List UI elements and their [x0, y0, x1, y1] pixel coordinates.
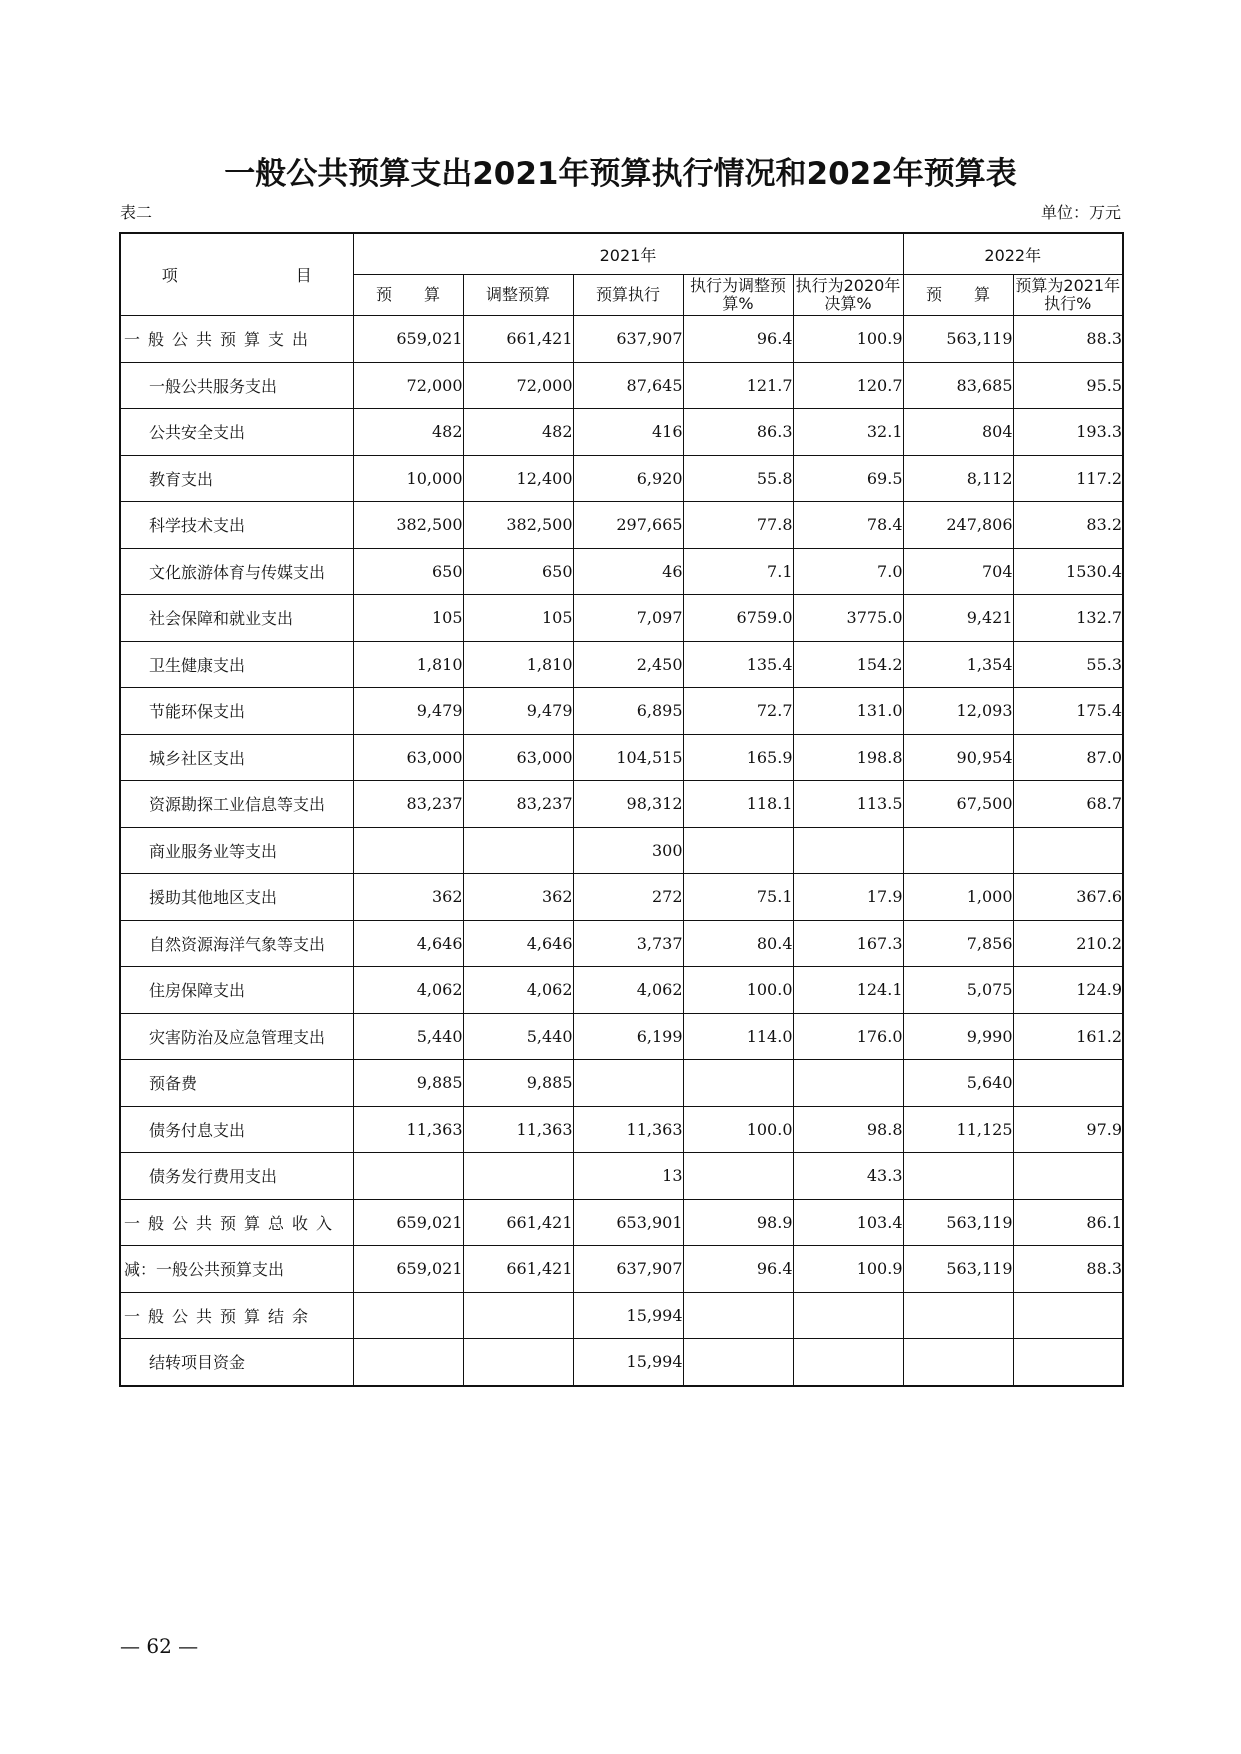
- table-row: [120, 1199, 1123, 1246]
- row-label: 卫生健康支出: [120, 641, 353, 688]
- table-cell: 75.1: [683, 874, 793, 921]
- table-cell: 193.3: [1013, 409, 1123, 456]
- table-cell: 100.0: [683, 1106, 793, 1153]
- table-cell: 247,806: [903, 502, 1013, 549]
- table-cell: 4,646: [353, 920, 463, 967]
- row-label: 社会保障和就业支出: [120, 595, 353, 642]
- table-cell: 4,062: [463, 967, 573, 1014]
- table-cell: 87.0: [1013, 734, 1123, 781]
- table-cell: 661,421: [463, 1199, 573, 1246]
- table-cell: 416: [573, 409, 683, 456]
- table-cell: 88.3: [1013, 1246, 1123, 1293]
- unit-label: 单位：万元: [1040, 203, 1121, 222]
- table-cell: 7,097: [573, 595, 683, 642]
- header-year-2022: 2022年: [903, 233, 1123, 275]
- table-cell: 1,810: [353, 641, 463, 688]
- row-label: 科学技术支出: [120, 502, 353, 549]
- table-cell: 11,125: [903, 1106, 1013, 1153]
- table-cell: 87,645: [573, 362, 683, 409]
- table-cell: 103.4: [793, 1199, 903, 1246]
- table-cell: 5,440: [353, 1013, 463, 1060]
- table-cell: 9,990: [903, 1013, 1013, 1060]
- header-col-execution: 预算执行: [573, 275, 683, 316]
- table-cell: [353, 1339, 463, 1386]
- table-cell: 118.1: [683, 781, 793, 828]
- table-cell: 83,237: [353, 781, 463, 828]
- table-cell: 272: [573, 874, 683, 921]
- table-cell: 15,994: [573, 1339, 683, 1386]
- table-cell: [793, 1339, 903, 1386]
- table-cell: 55.8: [683, 455, 793, 502]
- table-cell: 100.9: [793, 1246, 903, 1293]
- table-cell: 124.1: [793, 967, 903, 1014]
- table-cell: 63,000: [353, 734, 463, 781]
- row-label: 商业服务业等支出: [120, 827, 353, 874]
- table-cell: [903, 1153, 1013, 1200]
- table-cell: [903, 1339, 1013, 1386]
- table-cell: 12,400: [463, 455, 573, 502]
- table-cell: 650: [463, 548, 573, 595]
- row-label: 结转项目资金: [120, 1339, 353, 1386]
- row-label: 预备费: [120, 1060, 353, 1107]
- table-cell: [353, 827, 463, 874]
- table-cell: 9,479: [463, 688, 573, 735]
- table-cell: 43.3: [793, 1153, 903, 1200]
- table-row: [120, 502, 1123, 549]
- header-col-adjusted-budget: 调整预算: [463, 275, 573, 316]
- table-cell: 175.4: [1013, 688, 1123, 735]
- table-cell: 659,021: [353, 1246, 463, 1293]
- table-cell: 210.2: [1013, 920, 1123, 967]
- table-cell: 67,500: [903, 781, 1013, 828]
- table-cell: 9,479: [353, 688, 463, 735]
- table-cell: 154.2: [793, 641, 903, 688]
- table-cell: 131.0: [793, 688, 903, 735]
- table-cell: 72.7: [683, 688, 793, 735]
- table-cell: 8,112: [903, 455, 1013, 502]
- table-cell: 1,000: [903, 874, 1013, 921]
- table-cell: 96.4: [683, 316, 793, 363]
- row-label: 教育支出: [120, 455, 353, 502]
- table-cell: 10,000: [353, 455, 463, 502]
- table-cell: 135.4: [683, 641, 793, 688]
- row-label: 文化旅游体育与传媒支出: [120, 548, 353, 595]
- row-label: 住房保障支出: [120, 967, 353, 1014]
- table-cell: [353, 1292, 463, 1339]
- table-cell: [903, 1292, 1013, 1339]
- table-cell: 80.4: [683, 920, 793, 967]
- table-cell: 90,954: [903, 734, 1013, 781]
- table-cell: 563,119: [903, 1246, 1013, 1293]
- table-cell: 72,000: [353, 362, 463, 409]
- table-cell: 637,907: [573, 316, 683, 363]
- row-label: 一般公共预算支出: [120, 316, 353, 363]
- row-label: 资源勘探工业信息等支出: [120, 781, 353, 828]
- table-cell: 88.3: [1013, 316, 1123, 363]
- table-cell: 6,920: [573, 455, 683, 502]
- table-cell: 5,075: [903, 967, 1013, 1014]
- table-row: [120, 548, 1123, 595]
- row-label: 债务发行费用支出: [120, 1153, 353, 1200]
- table-cell: 482: [463, 409, 573, 456]
- table-cell: 362: [463, 874, 573, 921]
- table-cell: 804: [903, 409, 1013, 456]
- table-cell: [793, 1060, 903, 1107]
- table-cell: [1013, 1339, 1123, 1386]
- header-item-label: 项 目: [161, 266, 312, 285]
- header-item: [120, 233, 353, 316]
- table-cell: [463, 1292, 573, 1339]
- table-cell: 6759.0: [683, 595, 793, 642]
- table-cell: 1,810: [463, 641, 573, 688]
- table-cell: 15,994: [573, 1292, 683, 1339]
- table-cell: 165.9: [683, 734, 793, 781]
- header-col-budget-2022: 预 算: [903, 275, 1013, 316]
- table-cell: [683, 1153, 793, 1200]
- table-row: [120, 409, 1123, 456]
- budget-table: [119, 232, 1124, 1387]
- table-cell: 105: [463, 595, 573, 642]
- table-number: 表二: [120, 203, 153, 222]
- table-cell: 121.7: [683, 362, 793, 409]
- table-cell: 5,440: [463, 1013, 573, 1060]
- table-cell: 7.0: [793, 548, 903, 595]
- table-row: [120, 316, 1123, 363]
- table-cell: 32.1: [793, 409, 903, 456]
- row-label: 一般公共预算总收入: [120, 1199, 353, 1246]
- row-label: 援助其他地区支出: [120, 874, 353, 921]
- table-row: [120, 734, 1123, 781]
- table-cell: 297,665: [573, 502, 683, 549]
- table-cell: 11,363: [463, 1106, 573, 1153]
- row-label: 灾害防治及应急管理支出: [120, 1013, 353, 1060]
- table-cell: 100.0: [683, 967, 793, 1014]
- table-cell: [573, 1060, 683, 1107]
- table-cell: [683, 1292, 793, 1339]
- table-cell: [463, 827, 573, 874]
- row-label: 债务付息支出: [120, 1106, 353, 1153]
- table-cell: 362: [353, 874, 463, 921]
- table-cell: [903, 827, 1013, 874]
- row-label: 节能环保支出: [120, 688, 353, 735]
- table-row: [120, 688, 1123, 735]
- table-cell: 113.5: [793, 781, 903, 828]
- table-cell: 86.1: [1013, 1199, 1123, 1246]
- table-cell: 4,646: [463, 920, 573, 967]
- table-cell: 96.4: [683, 1246, 793, 1293]
- table-cell: 1,354: [903, 641, 1013, 688]
- page-number: — 62 —: [120, 1634, 199, 1658]
- table-cell: 563,119: [903, 316, 1013, 363]
- table-cell: 2,450: [573, 641, 683, 688]
- table-cell: 77.8: [683, 502, 793, 549]
- table-cell: [1013, 1060, 1123, 1107]
- table-cell: 124.9: [1013, 967, 1123, 1014]
- table-cell: 11,363: [353, 1106, 463, 1153]
- table-row: [120, 827, 1123, 874]
- table-cell: 161.2: [1013, 1013, 1123, 1060]
- table-row: [120, 641, 1123, 688]
- table-cell: 105: [353, 595, 463, 642]
- table-row: [120, 874, 1123, 921]
- table-cell: 382,500: [353, 502, 463, 549]
- table-cell: 55.3: [1013, 641, 1123, 688]
- table-cell: 4,062: [573, 967, 683, 1014]
- row-label: 自然资源海洋气象等支出: [120, 920, 353, 967]
- row-label: 一般公共预算结余: [120, 1292, 353, 1339]
- table-cell: [793, 1292, 903, 1339]
- table-row: [120, 1339, 1123, 1386]
- table-cell: 7.1: [683, 548, 793, 595]
- table-row: [120, 1246, 1123, 1293]
- table-cell: 83.2: [1013, 502, 1123, 549]
- table-row: [120, 1013, 1123, 1060]
- table-cell: 653,901: [573, 1199, 683, 1246]
- table-cell: [683, 1060, 793, 1107]
- table-cell: [463, 1339, 573, 1386]
- table-row: [120, 781, 1123, 828]
- table-cell: 704: [903, 548, 1013, 595]
- table-cell: 120.7: [793, 362, 903, 409]
- table-cell: 72,000: [463, 362, 573, 409]
- table-cell: 382,500: [463, 502, 573, 549]
- table-cell: 69.5: [793, 455, 903, 502]
- table-cell: [1013, 1153, 1123, 1200]
- table-cell: [353, 1153, 463, 1200]
- table-cell: 176.0: [793, 1013, 903, 1060]
- table-cell: [1013, 1292, 1123, 1339]
- table-cell: 563,119: [903, 1199, 1013, 1246]
- table-cell: 650: [353, 548, 463, 595]
- table-cell: 98,312: [573, 781, 683, 828]
- table-cell: 659,021: [353, 316, 463, 363]
- table-cell: 637,907: [573, 1246, 683, 1293]
- table-row: [120, 1292, 1123, 1339]
- table-cell: 1530.4: [1013, 548, 1123, 595]
- table-cell: 7,856: [903, 920, 1013, 967]
- table-cell: 117.2: [1013, 455, 1123, 502]
- table-header: [120, 233, 1123, 316]
- row-label: 一般公共服务支出: [120, 362, 353, 409]
- table-cell: [683, 1339, 793, 1386]
- table-cell: [683, 827, 793, 874]
- table-cell: 167.3: [793, 920, 903, 967]
- header-col-budget-2021: 预 算: [353, 275, 463, 316]
- table-cell: 482: [353, 409, 463, 456]
- table-cell: 78.4: [793, 502, 903, 549]
- table-cell: 68.7: [1013, 781, 1123, 828]
- table-row: [120, 455, 1123, 502]
- table-cell: 95.5: [1013, 362, 1123, 409]
- table-cell: 114.0: [683, 1013, 793, 1060]
- table-cell: 83,685: [903, 362, 1013, 409]
- table-row: [120, 1106, 1123, 1153]
- table-cell: 3,737: [573, 920, 683, 967]
- table-cell: 98.8: [793, 1106, 903, 1153]
- table-cell: 100.9: [793, 316, 903, 363]
- table-cell: 46: [573, 548, 683, 595]
- table-cell: 63,000: [463, 734, 573, 781]
- table-cell: 9,421: [903, 595, 1013, 642]
- table-cell: 6,895: [573, 688, 683, 735]
- table-cell: 3775.0: [793, 595, 903, 642]
- header-col-exec-vs-2020: 执行为2020年决算%: [793, 275, 903, 316]
- table-cell: 12,093: [903, 688, 1013, 735]
- table-cell: 198.8: [793, 734, 903, 781]
- table-cell: 86.3: [683, 409, 793, 456]
- table-cell: 132.7: [1013, 595, 1123, 642]
- table-row: [120, 920, 1123, 967]
- table-cell: 4,062: [353, 967, 463, 1014]
- table-cell: 83,237: [463, 781, 573, 828]
- row-label: 城乡社区支出: [120, 734, 353, 781]
- table-cell: 98.9: [683, 1199, 793, 1246]
- table-cell: 9,885: [463, 1060, 573, 1107]
- table-cell: 659,021: [353, 1199, 463, 1246]
- table-row: [120, 595, 1123, 642]
- table-cell: 104,515: [573, 734, 683, 781]
- table-cell: [793, 827, 903, 874]
- table-cell: 300: [573, 827, 683, 874]
- table-body: [120, 316, 1123, 1386]
- row-label: 减：一般公共预算支出: [120, 1246, 353, 1293]
- table-row: [120, 362, 1123, 409]
- header-col-exec-vs-adjusted: 执行为调整预算%: [683, 275, 793, 316]
- page-title: 一般公共预算支出2021年预算执行情况和2022年预算表: [224, 156, 1017, 192]
- row-label: 公共安全支出: [120, 409, 353, 456]
- header-year-2021: 2021年: [353, 233, 903, 275]
- table-cell: 6,199: [573, 1013, 683, 1060]
- table-cell: 11,363: [573, 1106, 683, 1153]
- table-row: [120, 1153, 1123, 1200]
- table-cell: 367.6: [1013, 874, 1123, 921]
- table-cell: 661,421: [463, 1246, 573, 1293]
- table-cell: [1013, 827, 1123, 874]
- table-row: [120, 967, 1123, 1014]
- table-cell: 13: [573, 1153, 683, 1200]
- table-cell: 661,421: [463, 316, 573, 363]
- table-cell: 5,640: [903, 1060, 1013, 1107]
- table-cell: 17.9: [793, 874, 903, 921]
- table-cell: [463, 1153, 573, 1200]
- table-cell: 9,885: [353, 1060, 463, 1107]
- table-cell: 97.9: [1013, 1106, 1123, 1153]
- table-row: [120, 1060, 1123, 1107]
- header-col-budget-vs-2021: 预算为2021年执行%: [1013, 275, 1123, 316]
